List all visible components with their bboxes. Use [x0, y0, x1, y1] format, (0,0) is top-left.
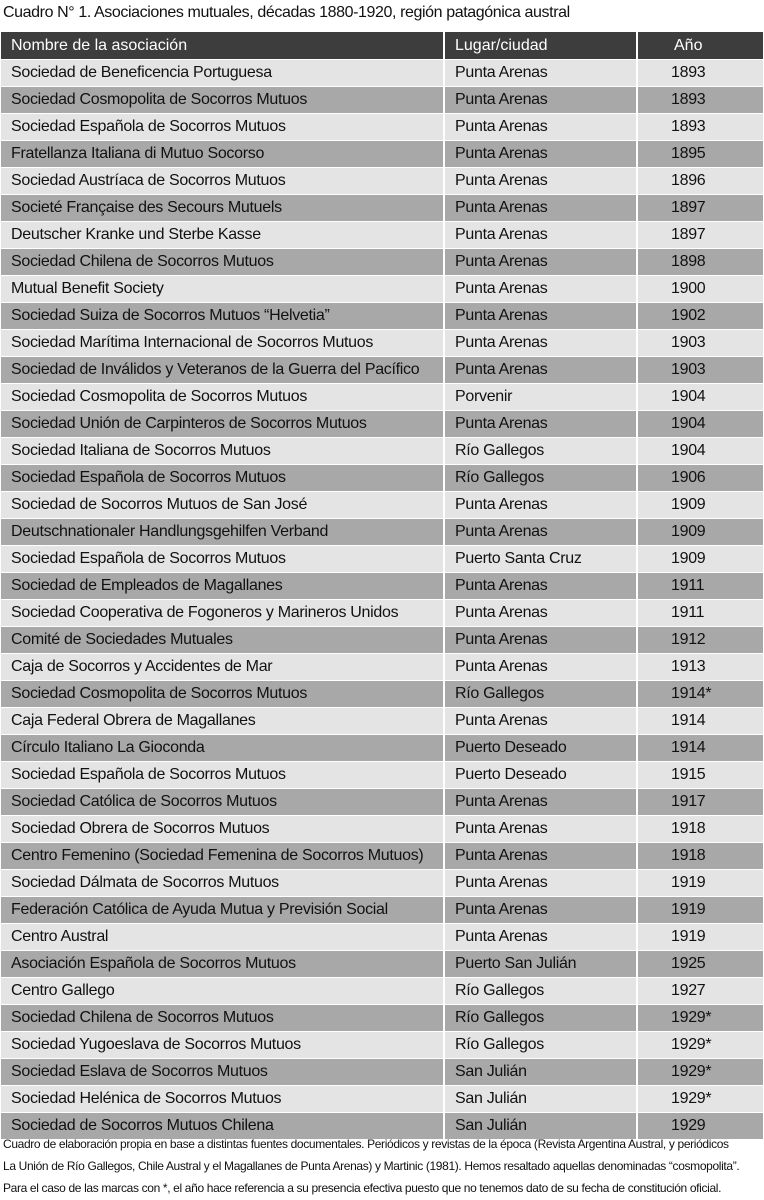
- table-row: [1, 276, 763, 303]
- cell-place: Puerto Deseado: [444, 735, 637, 762]
- table-row: [1, 330, 763, 357]
- table-row: [1, 573, 763, 600]
- cell-year: 1904: [637, 438, 763, 465]
- cell-year: 1918: [637, 816, 763, 843]
- cell-place: Punta Arenas: [444, 249, 637, 276]
- cell-name: Sociedad Austríaca de Socorros Mutuos: [1, 168, 444, 195]
- cell-name: Círculo Italiano La Gioconda: [1, 735, 444, 762]
- cell-place: Punta Arenas: [444, 330, 637, 357]
- cell-year: 1893: [637, 60, 763, 87]
- table-row: [1, 357, 763, 384]
- cell-place: Punta Arenas: [444, 222, 637, 249]
- cell-place: Punta Arenas: [444, 870, 637, 897]
- cell-name: Federación Católica de Ayuda Mutua y Previsión Social: [1, 897, 444, 924]
- table-row: [1, 600, 763, 627]
- table-row: [1, 762, 763, 789]
- table-row: [1, 924, 763, 951]
- cell-name: Caja de Socorros y Accidentes de Mar: [1, 654, 444, 681]
- cell-place: Río Gallegos: [444, 1032, 637, 1059]
- cell-year: 1897: [637, 195, 763, 222]
- table-row: [1, 492, 763, 519]
- cell-year: 1897: [637, 222, 763, 249]
- cell-year: 1895: [637, 141, 763, 168]
- cell-place: San Julián: [444, 1086, 637, 1113]
- table-row: [1, 843, 763, 870]
- cell-place: Río Gallegos: [444, 438, 637, 465]
- table-row: [1, 303, 763, 330]
- cell-year: 1904: [637, 411, 763, 438]
- cell-place: Porvenir: [444, 384, 637, 411]
- cell-year: 1929*: [637, 1005, 763, 1032]
- cell-place: Punta Arenas: [444, 492, 637, 519]
- cell-name: Sociedad Cosmopolita de Socorros Mutuos: [1, 87, 444, 114]
- cell-name: Sociedad Obrera de Socorros Mutuos: [1, 816, 444, 843]
- table-row: [1, 789, 763, 816]
- cell-year: 1909: [637, 546, 763, 573]
- cell-name: Sociedad Chilena de Socorros Mutuos: [1, 249, 444, 276]
- cell-year: 1929*: [637, 1059, 763, 1086]
- footnote: [3, 1133, 763, 1199]
- table-row: [1, 168, 763, 195]
- cell-name: Sociedad de Beneficencia Portuguesa: [1, 60, 444, 87]
- cell-name: Sociedad de Socorros Mutuos de San José: [1, 492, 444, 519]
- cell-place: Punta Arenas: [444, 789, 637, 816]
- cell-place: Río Gallegos: [444, 465, 637, 492]
- table-row: [1, 195, 763, 222]
- table-body: [1, 60, 763, 1140]
- table-row: [1, 384, 763, 411]
- table-row: [1, 114, 763, 141]
- table-row: [1, 1059, 763, 1086]
- cell-year: 1927: [637, 978, 763, 1005]
- cell-name: Sociedad Dálmata de Socorros Mutuos: [1, 870, 444, 897]
- table-row: [1, 411, 763, 438]
- cell-name: Sociedad Unión de Carpinteros de Socorros Mutuos: [1, 411, 444, 438]
- cell-name: Fratellanza Italiana di Mutuo Socorso: [1, 141, 444, 168]
- table-row: [1, 816, 763, 843]
- cell-place: Punta Arenas: [444, 843, 637, 870]
- header-year: Año: [637, 32, 763, 60]
- cell-place: Punta Arenas: [444, 60, 637, 87]
- cell-place: Punta Arenas: [444, 627, 637, 654]
- cell-year: 1898: [637, 249, 763, 276]
- cell-year: 1914: [637, 735, 763, 762]
- cell-place: Puerto Santa Cruz: [444, 546, 637, 573]
- cell-name: Mutual Benefit Society: [1, 276, 444, 303]
- cell-place: Río Gallegos: [444, 978, 637, 1005]
- cell-year: 1900: [637, 276, 763, 303]
- table-row: [1, 222, 763, 249]
- cell-name: Sociedad Católica de Socorros Mutuos: [1, 789, 444, 816]
- cell-name: Comité de Sociedades Mutuales: [1, 627, 444, 654]
- table-row: [1, 546, 763, 573]
- cell-name: Sociedad de Socorros Mutuos Chilena: [1, 1113, 444, 1140]
- cell-place: Punta Arenas: [444, 141, 637, 168]
- cell-year: 1913: [637, 654, 763, 681]
- cell-place: Puerto San Julián: [444, 951, 637, 978]
- cell-place: Puerto Deseado: [444, 762, 637, 789]
- table-row: [1, 951, 763, 978]
- cell-place: Punta Arenas: [444, 816, 637, 843]
- cell-name: Deutschnationaler Handlungsgehilfen Verband: [1, 519, 444, 546]
- cell-place: Punta Arenas: [444, 573, 637, 600]
- cell-name: Sociedad Marítima Internacional de Socorros Mutuos: [1, 330, 444, 357]
- cell-name: Sociedad Española de Socorros Mutuos: [1, 546, 444, 573]
- header-name: Nombre de la asociación: [1, 32, 444, 60]
- cell-year: 1925: [637, 951, 763, 978]
- cell-year: 1929*: [637, 1032, 763, 1059]
- table-row: [1, 870, 763, 897]
- table-row: [1, 978, 763, 1005]
- cell-year: 1902: [637, 303, 763, 330]
- cell-name: Sociedad Cosmopolita de Socorros Mutuos: [1, 384, 444, 411]
- table-row: [1, 1032, 763, 1059]
- cell-place: Punta Arenas: [444, 897, 637, 924]
- cell-year: 1896: [637, 168, 763, 195]
- cell-year: 1929: [637, 1113, 763, 1140]
- cell-name: Sociedad Italiana de Socorros Mutuos: [1, 438, 444, 465]
- cell-name: Deutscher Kranke und Sterbe Kasse: [1, 222, 444, 249]
- cell-place: Punta Arenas: [444, 168, 637, 195]
- cell-year: 1919: [637, 924, 763, 951]
- cell-year: 1919: [637, 897, 763, 924]
- table-header-row: [1, 32, 763, 60]
- cell-name: Sociedad Helénica de Socorros Mutuos: [1, 1086, 444, 1113]
- cell-place: San Julián: [444, 1113, 637, 1140]
- cell-year: 1915: [637, 762, 763, 789]
- cell-name: Sociedad Cosmopolita de Socorros Mutuos: [1, 681, 444, 708]
- cell-year: 1912: [637, 627, 763, 654]
- footnote-line: Para el caso de las marcas con *, el año hace referencia a su presencia efectiva puesto que no tenemos dato de su fecha de constitución oficial.: [3, 1181, 722, 1195]
- cell-place: San Julián: [444, 1059, 637, 1086]
- cell-year: 1919: [637, 870, 763, 897]
- cell-place: Punta Arenas: [444, 357, 637, 384]
- cell-place: Punta Arenas: [444, 276, 637, 303]
- cell-name: Sociedad Española de Socorros Mutuos: [1, 114, 444, 141]
- cell-year: 1893: [637, 114, 763, 141]
- cell-year: 1929*: [637, 1086, 763, 1113]
- cell-name: Centro Femenino (Sociedad Femenina de Socorros Mutuos): [1, 843, 444, 870]
- cell-name: Sociedad Cooperativa de Fogoneros y Marineros Unidos: [1, 600, 444, 627]
- header-place: Lugar/ciudad: [444, 32, 637, 60]
- cell-year: 1906: [637, 465, 763, 492]
- cell-place: Punta Arenas: [444, 87, 637, 114]
- table-row: [1, 681, 763, 708]
- table-row: [1, 627, 763, 654]
- cell-year: 1911: [637, 600, 763, 627]
- cell-year: 1893: [637, 87, 763, 114]
- cell-place: Río Gallegos: [444, 681, 637, 708]
- cell-year: 1904: [637, 384, 763, 411]
- cell-name: Sociedad de Empleados de Magallanes: [1, 573, 444, 600]
- cell-place: Punta Arenas: [444, 654, 637, 681]
- cell-year: 1903: [637, 330, 763, 357]
- cell-year: 1917: [637, 789, 763, 816]
- table-row: [1, 708, 763, 735]
- cell-name: Centro Gallego: [1, 978, 444, 1005]
- cell-name: Sociedad Eslava de Socorros Mutuos: [1, 1059, 444, 1086]
- table-row: [1, 249, 763, 276]
- associations-table: [1, 32, 763, 1140]
- cell-name: Asociación Española de Socorros Mutuos: [1, 951, 444, 978]
- cell-name: Sociedad Chilena de Socorros Mutuos: [1, 1005, 444, 1032]
- table-row: [1, 141, 763, 168]
- cell-year: 1909: [637, 519, 763, 546]
- table-row: [1, 465, 763, 492]
- cell-name: Sociedad Española de Socorros Mutuos: [1, 762, 444, 789]
- cell-place: Punta Arenas: [444, 924, 637, 951]
- table-row: [1, 735, 763, 762]
- cell-place: Punta Arenas: [444, 411, 637, 438]
- cell-year: 1914: [637, 708, 763, 735]
- cell-place: Punta Arenas: [444, 114, 637, 141]
- cell-name: Caja Federal Obrera de Magallanes: [1, 708, 444, 735]
- cell-place: Punta Arenas: [444, 600, 637, 627]
- cell-year: 1903: [637, 357, 763, 384]
- cell-name: Sociedad Española de Socorros Mutuos: [1, 465, 444, 492]
- cell-place: Punta Arenas: [444, 519, 637, 546]
- cell-name: Sociedad de Inválidos y Veteranos de la Guerra del Pacífico: [1, 357, 444, 384]
- footnote-line: La Unión de Río Gallegos, Chile Austral y el Magallanes de Punta Arenas) y Martinic (1981). Hemos resaltado aquellas denominadas “cosmopolita”.: [3, 1159, 740, 1173]
- table-row: [1, 654, 763, 681]
- footnote-line: Cuadro de elaboración propia en base a distintas fuentes documentales. Periódicos y revistas de la época (Revista Argentina Austral, y periódicos: [3, 1137, 729, 1151]
- table-row: [1, 60, 763, 87]
- cell-place: Punta Arenas: [444, 708, 637, 735]
- table-row: [1, 87, 763, 114]
- table-row: [1, 519, 763, 546]
- cell-year: 1914*: [637, 681, 763, 708]
- cell-name: Sociedad Yugoeslava de Socorros Mutuos: [1, 1032, 444, 1059]
- cell-year: 1911: [637, 573, 763, 600]
- table-row: [1, 1086, 763, 1113]
- cell-place: Río Gallegos: [444, 1005, 637, 1032]
- cell-year: 1909: [637, 492, 763, 519]
- cell-name: Centro Austral: [1, 924, 444, 951]
- cell-place: Punta Arenas: [444, 195, 637, 222]
- table-row: [1, 1005, 763, 1032]
- table-row: [1, 897, 763, 924]
- cell-place: Punta Arenas: [444, 303, 637, 330]
- cell-name: Societé Française des Secours Mutuels: [1, 195, 444, 222]
- cell-name: Sociedad Suiza de Socorros Mutuos “Helvetia”: [1, 303, 444, 330]
- table-caption: Cuadro N° 1. Asociaciones mutuales, décadas 1880-1920, región patagónica austral: [3, 4, 570, 21]
- table-row: [1, 438, 763, 465]
- cell-year: 1918: [637, 843, 763, 870]
